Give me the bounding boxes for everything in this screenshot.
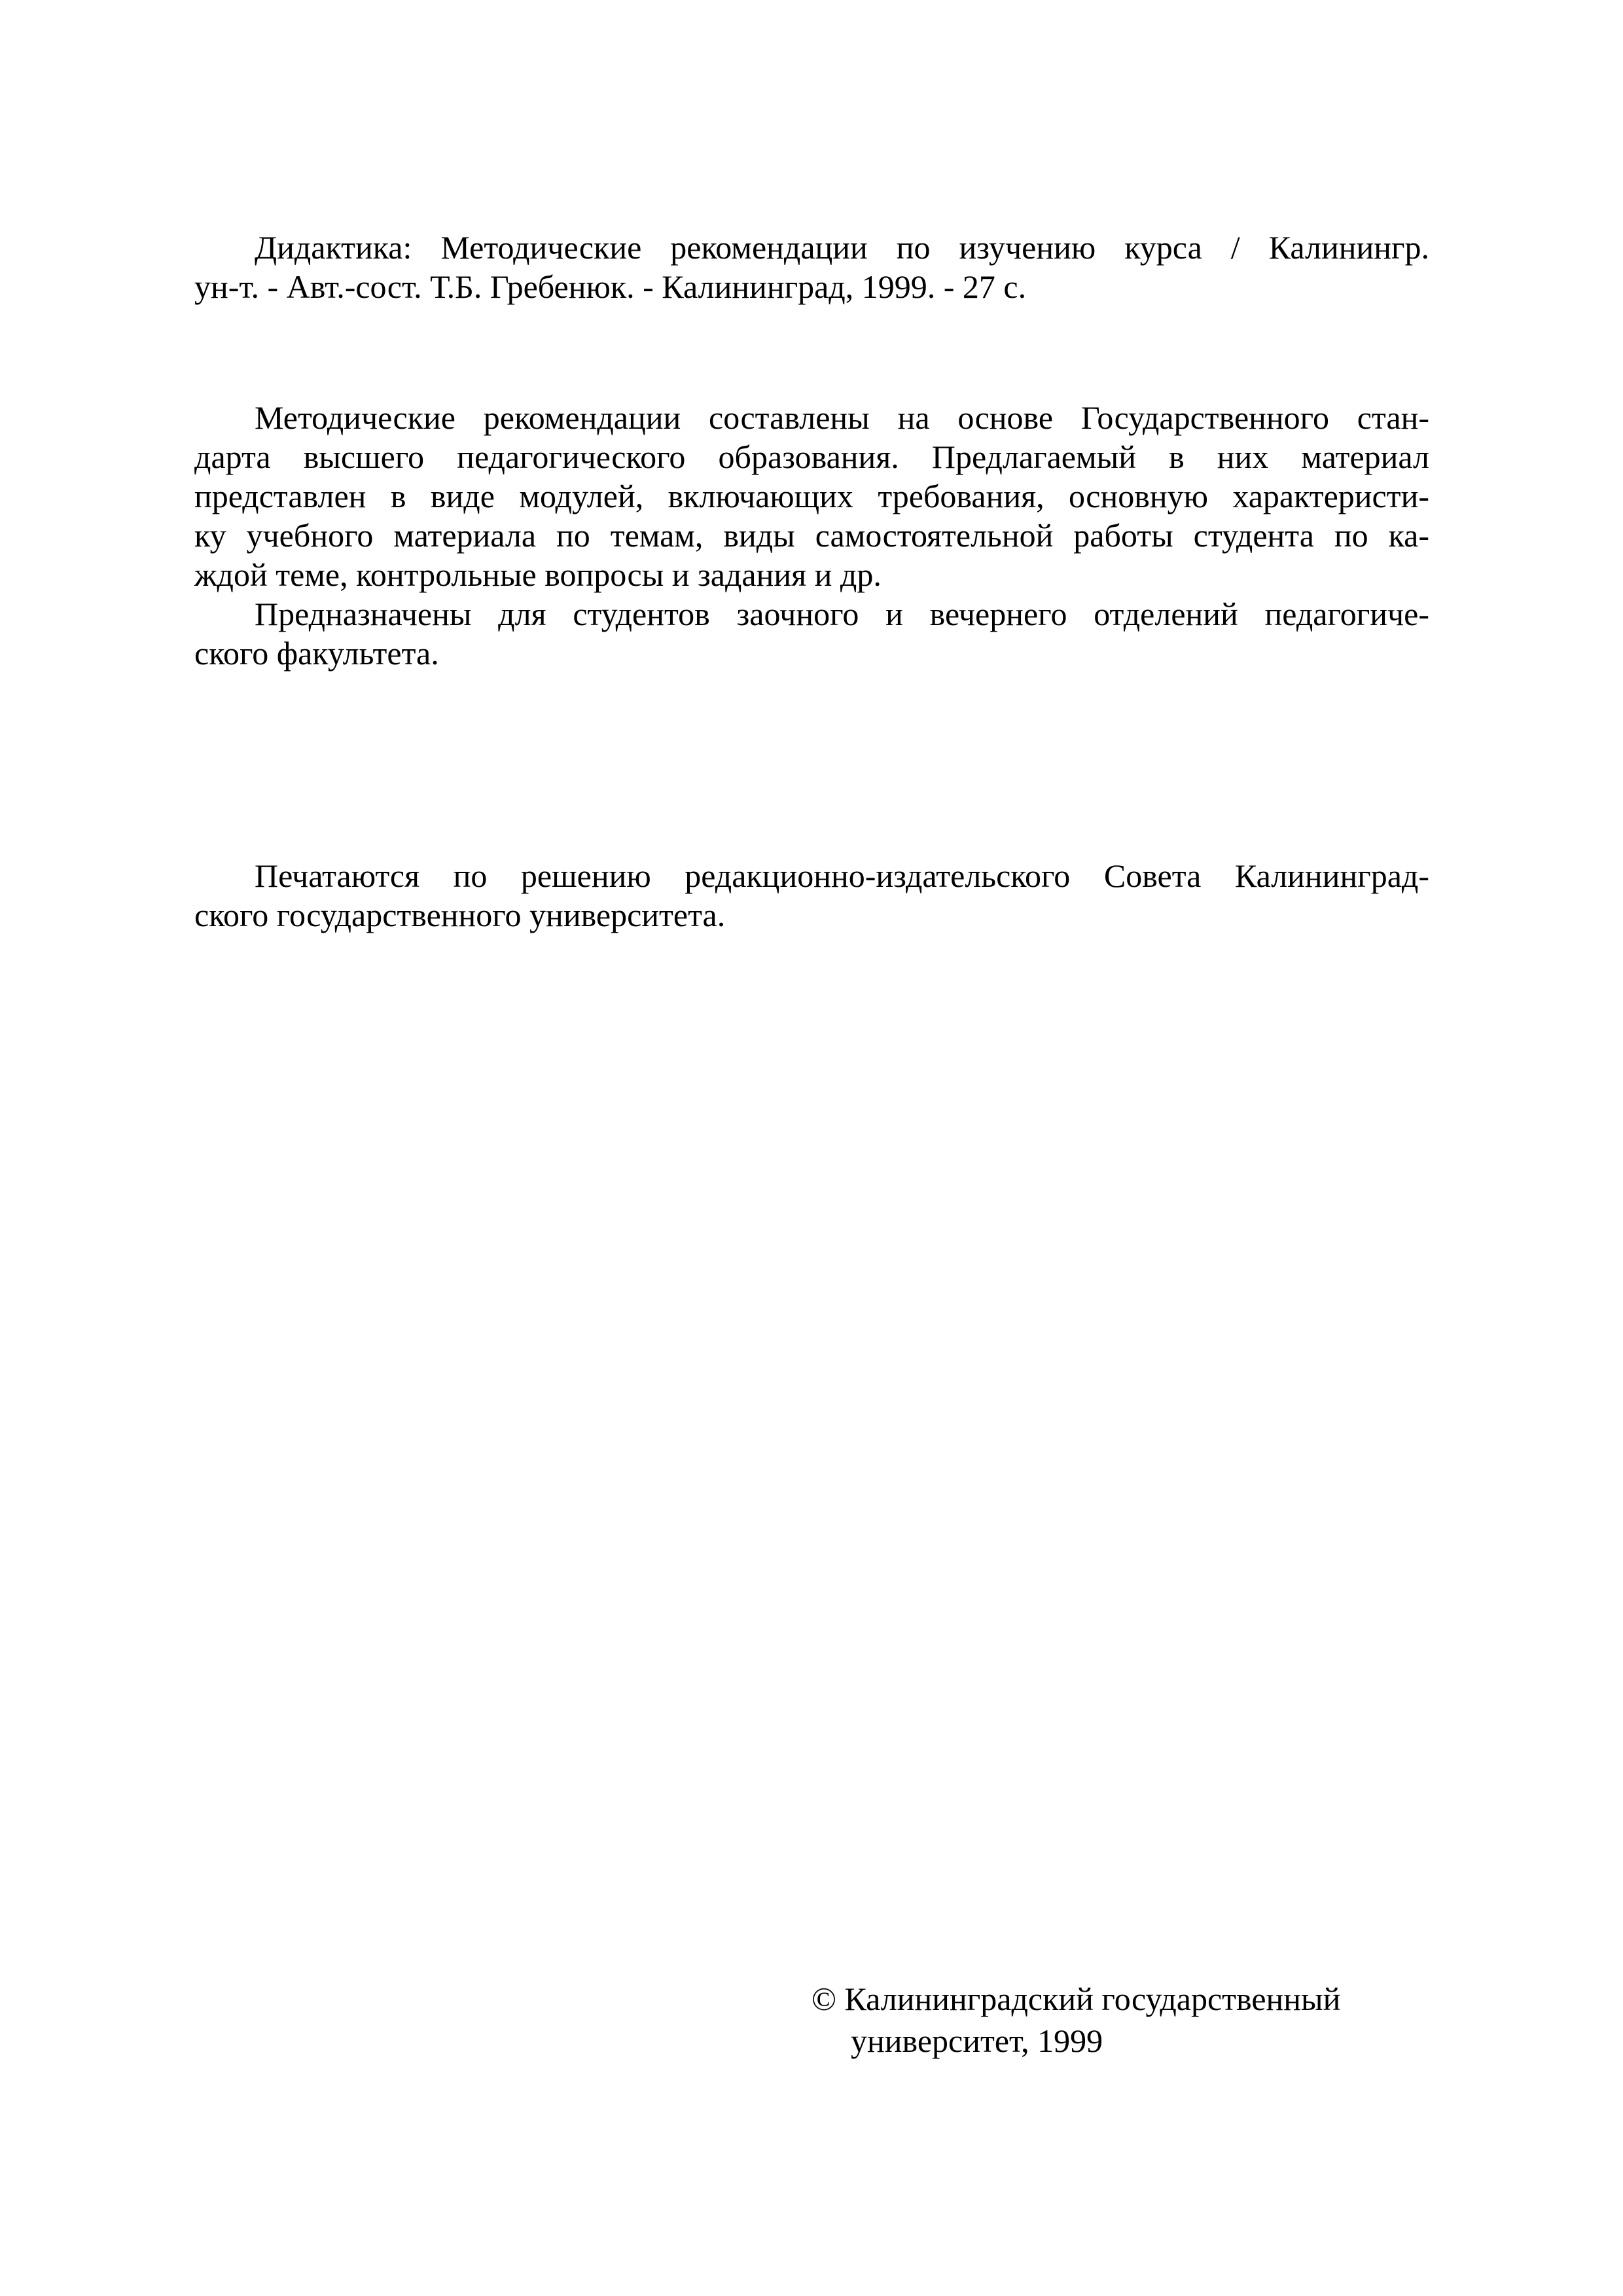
abstract-p1-line-5: ждой теме, контрольные вопросы и задания и др. [194, 556, 882, 593]
abstract-p2-line-1: Предназначены для студентов заочного и вечернего отделений педагогиче- [255, 596, 1429, 632]
bib-line-2: ун-т. - Авт.-сост. Т.Б. Гребенюк. - Калининград, 1999. - 27 с. [194, 268, 1027, 305]
print-approval-note [194, 856, 1429, 935]
abstract-p2-line-2: ского факультета. [194, 635, 439, 672]
abstract-p1-line-2: дарта высшего педагогического образования. Предлагаемый в них материал [194, 439, 1429, 475]
print-note-line-2: ского государственного университета. [194, 897, 726, 933]
abstract-p1-line-1: Методические рекомендации составлены на основе Государственного стан- [255, 399, 1429, 436]
bibliographic-reference [194, 228, 1429, 306]
copyright-line-1: © Калининградский государственный [812, 1981, 1341, 2017]
print-note-line-1: Печатаются по решению редакционно-издательского Совета Калининград- [255, 857, 1429, 894]
abstract-p1-line-4: ку учебного материала по темам, виды самостоятельной работы студента по ка- [194, 517, 1429, 554]
abstract-p1-line-3: представлен в виде модулей, включающих требования, основную характеристи- [194, 478, 1429, 514]
abstract [194, 398, 1429, 673]
bib-line-1: Дидактика: Методические рекомендации по изучению курса / Калинингр. [255, 229, 1429, 266]
copyright-notice [812, 1978, 1340, 2062]
copyright-line-2: университет, 1999 [851, 2022, 1103, 2059]
